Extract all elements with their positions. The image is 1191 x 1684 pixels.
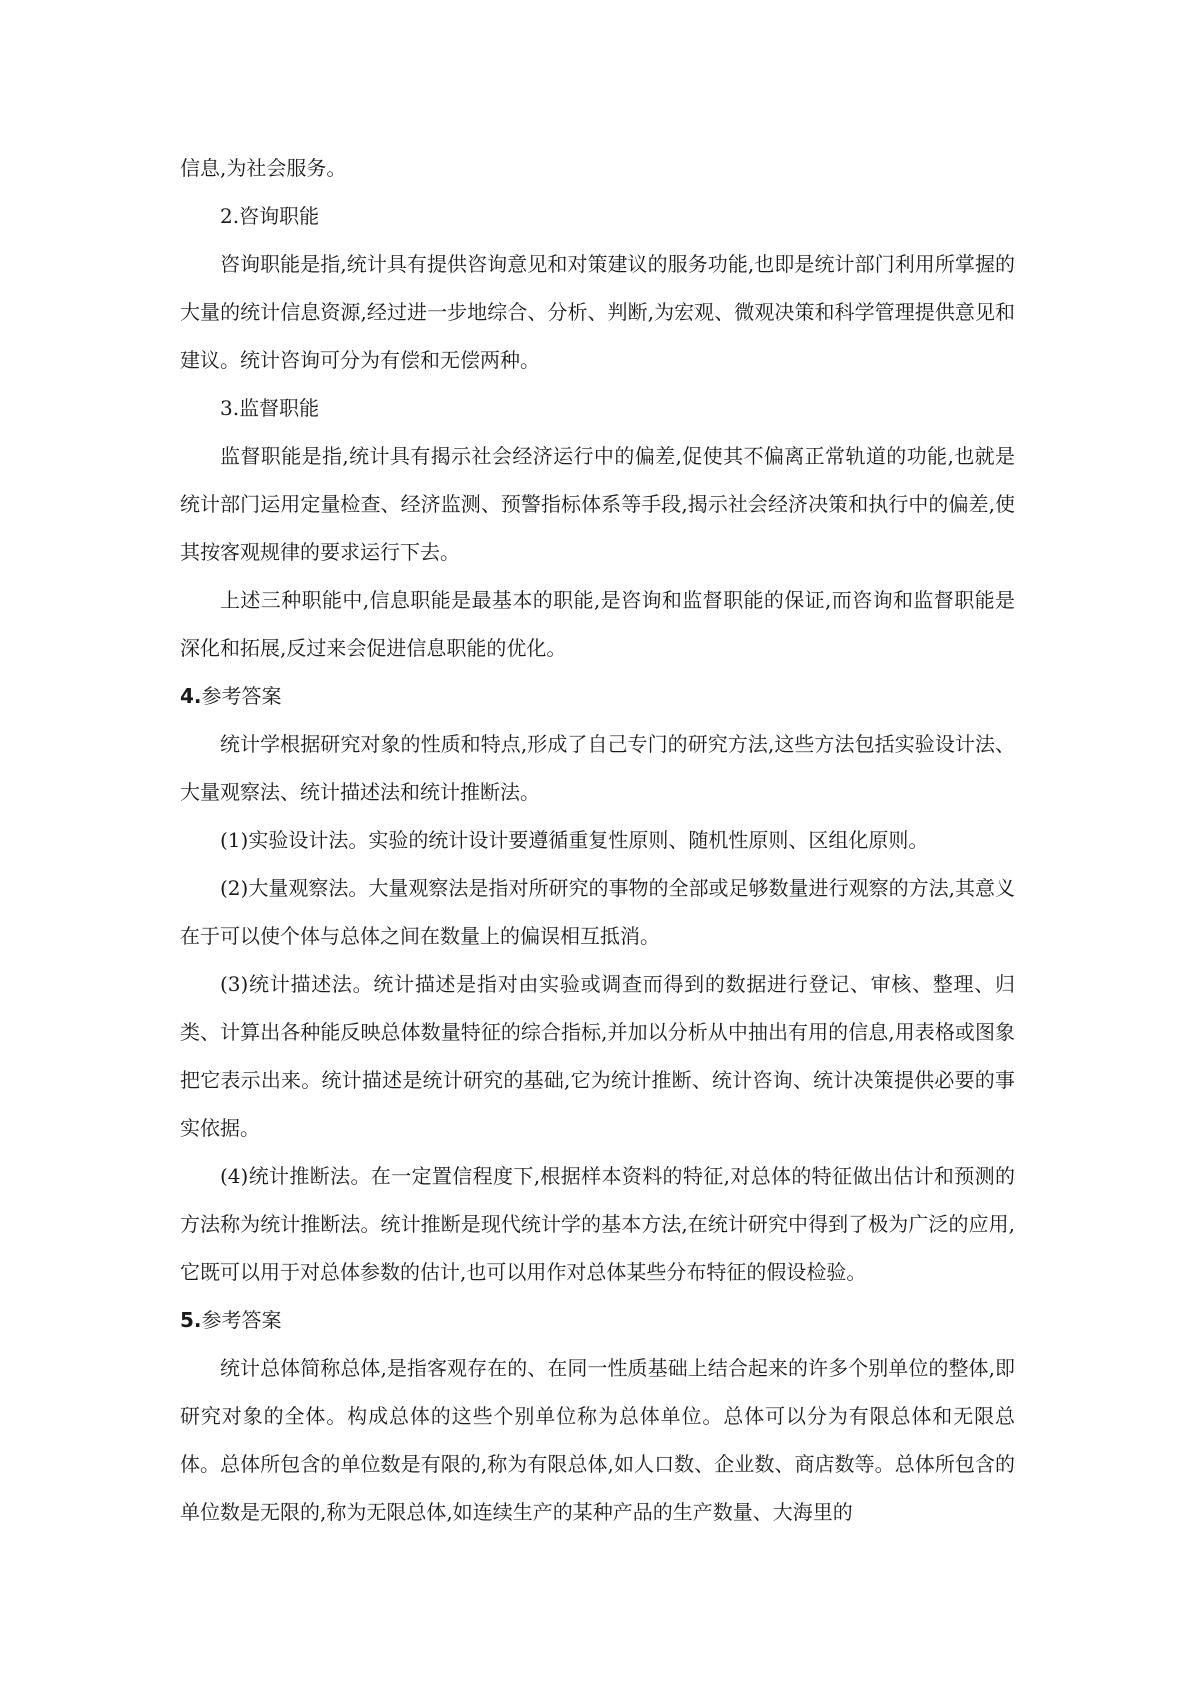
answer-4-title: 参考答案 [201, 684, 282, 708]
consult-function-title: 2.咨询职能 [220, 204, 320, 228]
answer-4-heading [180, 672, 1015, 720]
answer-4-item: (1)实验设计法。实验的统计设计要遵循重复性原则、随机性原则、区组化原则。 [220, 828, 929, 852]
answer-4-item: (2)大量观察法。大量观察法是指对所研究的事物的全部或足够数量进行观察的方法,其意义在于可以使个体与总体之间在数量上的偏误相互抵消。 [180, 876, 1015, 948]
consult-function-body: 咨询职能是指,统计具有提供咨询意见和对策建议的服务功能,也即是统计部门利用所掌握的大量的统计信息资源,经过进一步地综合、分析、判断,为宏观、微观决策和科学管理提供意见和建议。统计咨询可分为有偿和无偿两种。 [180, 252, 1015, 372]
answer-4-number: 4. [180, 684, 202, 708]
supervise-function-title: 3.监督职能 [220, 396, 320, 420]
supervise-function-body: 监督职能是指,统计具有揭示社会经济运行中的偏差,促使其不偏离正常轨道的功能,也就是统计部门运用定量检查、经济监测、预警指标体系等手段,揭示社会经济决策和执行中的偏差,使其按客观规律的要求运行下去。 [180, 444, 1015, 564]
answer-5-body: 统计总体简称总体,是指客观存在的、在同一性质基础上结合起来的许多个别单位的整体,即研究对象的全体。构成总体的这些个别单位称为总体单位。总体可以分为有限总体和无限总体。总体所包含的单位数是有限的,称为有限总体,如人口数、企业数、商店数等。总体所包含的单位数是无限的,称为无限总体,如连续生产的某种产品的生产数量、大海里的 [180, 1356, 1015, 1524]
answer-5-number: 5. [180, 1308, 202, 1332]
answer-5-title: 参考答案 [201, 1308, 282, 1332]
document-page [180, 144, 1015, 1536]
answer-4-item: (4)统计推断法。在一定置信程度下,根据样本资料的特征,对总体的特征做出估计和预测的方法称为统计推断法。统计推断是现代统计学的基本方法,在统计研究中得到了极为广泛的应用,它既可以用于对总体参数的估计,也可以用作对总体某些分布特征的假设检验。 [180, 1164, 1015, 1284]
answer-5-heading [180, 1296, 1015, 1344]
answer-4-item: (3)统计描述法。统计描述是指对由实验或调查而得到的数据进行登记、审核、整理、归类、计算出各种能反映总体数量特征的综合指标,并加以分析从中抽出有用的信息,用表格或图象把它表示出来。统计描述是统计研究的基础,它为统计推断、统计咨询、统计决策提供必要的事实依据。 [180, 972, 1015, 1140]
answer-4-intro: 统计学根据研究对象的性质和特点,形成了自己专门的研究方法,这些方法包括实验设计法、大量观察法、统计描述法和统计推断法。 [180, 732, 1015, 804]
functions-summary: 上述三种职能中,信息职能是最基本的职能,是咨询和监督职能的保证,而咨询和监督职能是深化和拓展,反过来会促进信息职能的优化。 [180, 588, 1015, 660]
continued-paragraph: 信息,为社会服务。 [180, 156, 347, 180]
